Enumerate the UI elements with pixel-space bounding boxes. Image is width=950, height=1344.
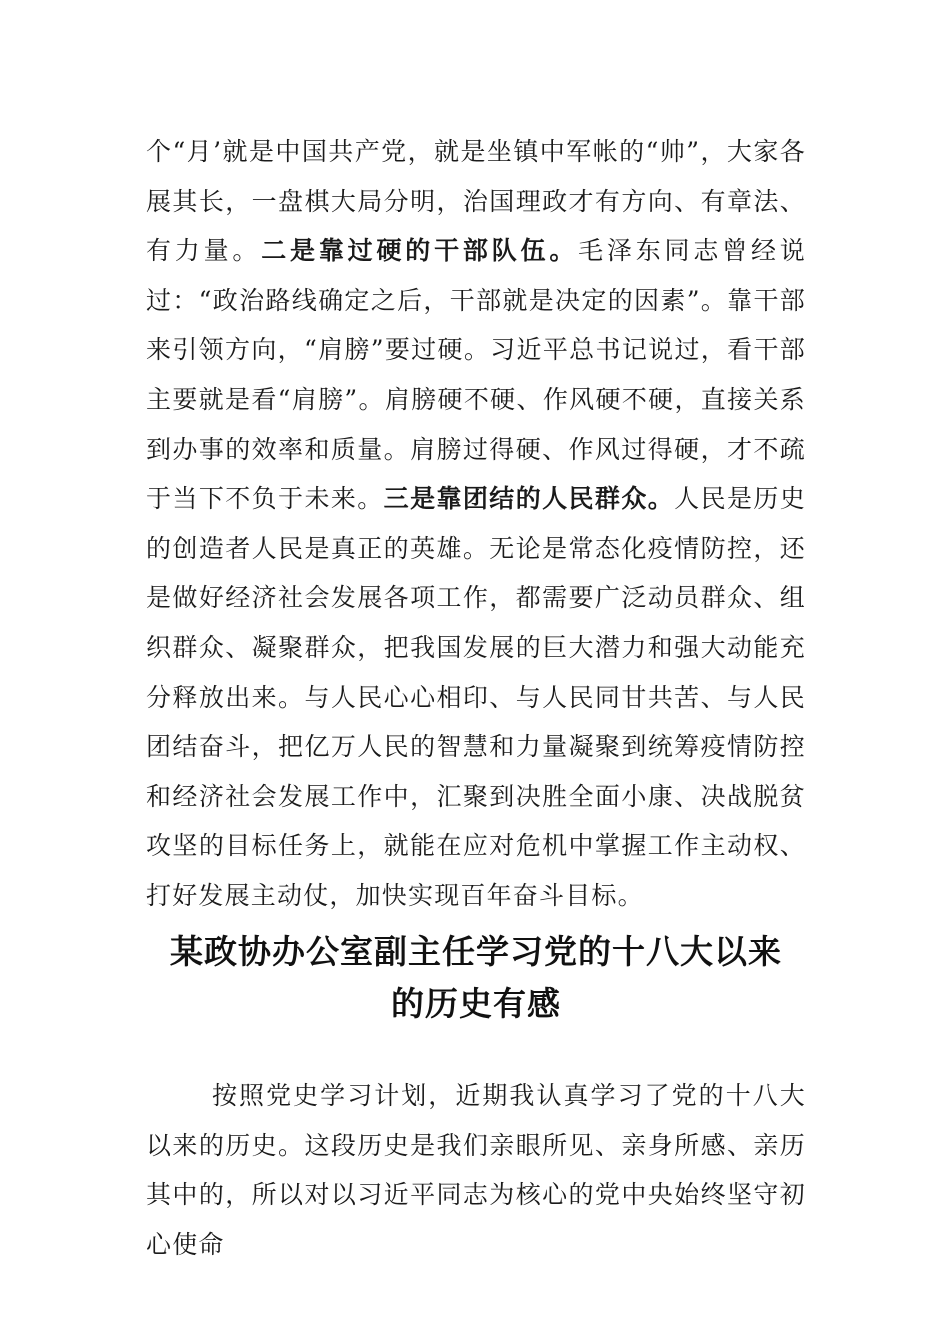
continued-paragraph: [146, 127, 806, 921]
paragraph-text-part2: 毛泽东同志曾经说过：“政治路线确定之后，干部就是决定的因素”。靠干部来引领方向，“肩膀”要过硬。习近平总书记说过，看干部主要就是看“肩膀”。肩膀硬不硬、作风硬不硬，直接关系到办事的效率和质量。肩膀过得硬、作风过得硬，才不疏于当下不负于未来。: [146, 236, 806, 514]
article-title: [146, 926, 806, 1030]
article-title-line2: 的历史有感: [391, 984, 561, 1023]
point-three-heading: 三是靠团结的人民群众。: [383, 484, 675, 514]
paragraph-text-part1: 个“月’就是中国共产党，就是坐镇中军帐的“帅”，大家各展其长，一盘棋大局分明，治国理政才有方向、有章法、有力量。: [146, 137, 806, 266]
point-two-heading: 二是靠过硬的干部队伍。: [261, 236, 579, 266]
paragraph-text-part3: 人民是历史的创造者人民是真正的英雄。无论是常态化疫情防控，还是做好经济社会发展各项工作，都需要广泛动员群众、组织群众、凝聚群众，把我国发展的巨大潜力和强大动能充分释放出来。与人民心心相印、与人民同甘共苦、与人民团结奋斗，把亿万人民的智慧和力量凝聚到统筹疫情防控和经济社会发展工作中，汇聚到决胜全面小康、决战脱贫攻坚的目标任务上，就能在应对危机中掌握工作主动权、打好发展主动仗，加快实现百年奋斗目标。: [146, 484, 806, 910]
article-title-line1: 某政协办公室副主任学习党的十八大以来: [170, 932, 782, 971]
article-intro-paragraph: 按照党史学习计划，近期我认真学习了党的十八大以来的历史。这段历史是我们亲眼所见、亲身所感、亲历其中的，所以对以习近平同志为核心的党中央始终坚守初心使命: [146, 1081, 806, 1259]
